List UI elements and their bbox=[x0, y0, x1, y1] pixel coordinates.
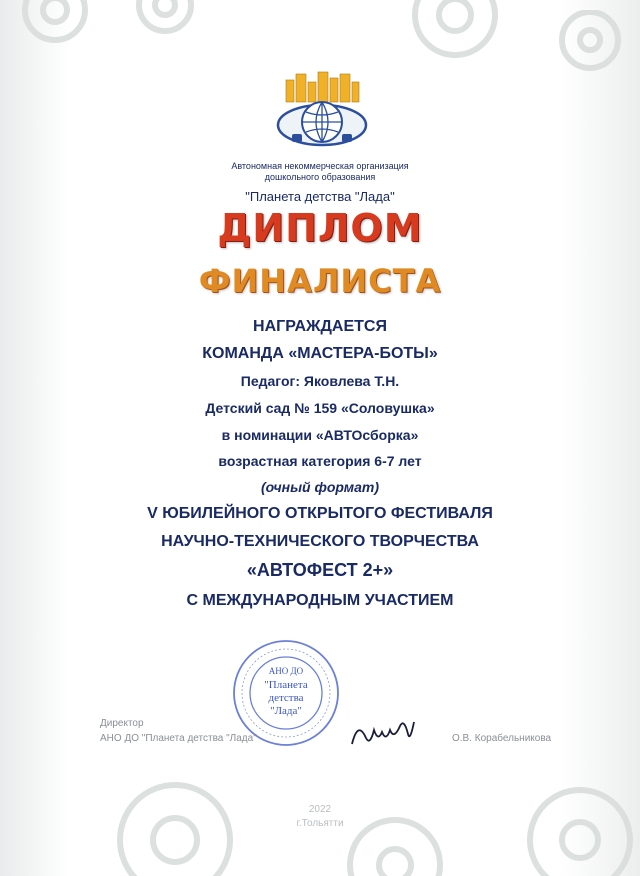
director-name: О.В. Корабельникова bbox=[452, 733, 552, 744]
format-line: (очный формат) bbox=[260, 479, 380, 495]
nomination-line: в номинации «АВТОсборка» bbox=[221, 427, 419, 443]
handwritten-signature bbox=[348, 712, 418, 752]
team-name: КОМАНДА «МАСТЕРА-БОТЫ» bbox=[202, 345, 438, 362]
stamp-text-4: "Лада" bbox=[270, 705, 302, 717]
stamp-text-1: АНО ДО bbox=[268, 666, 304, 676]
org-type-line2: дошкольного образования bbox=[264, 172, 376, 182]
festival-line3: С МЕЖДУНАРОДНЫМ УЧАСТИЕМ bbox=[186, 592, 454, 609]
festival-line1: V ЮБИЛЕЙНОГО ОТКРЫТОГО ФЕСТИВАЛЯ bbox=[147, 505, 493, 522]
gear-icon bbox=[320, 790, 470, 876]
organization-stamp bbox=[226, 638, 346, 748]
teacher-line: Педагог: Яковлева Т.Н. bbox=[240, 373, 400, 389]
year: 2022 bbox=[308, 804, 332, 815]
kindergarten-line: Детский сад № 159 «Соловушка» bbox=[205, 400, 435, 416]
festival-line2: НАУЧНО-ТЕХНИЧЕСКОГО ТВОРЧЕСТВА bbox=[161, 533, 479, 550]
stamp-text-3: детства bbox=[268, 692, 304, 704]
gear-icon bbox=[120, 0, 210, 60]
organization-logo bbox=[272, 70, 372, 160]
awarded-line: НАГРАЖДАЕТСЯ bbox=[253, 318, 387, 335]
festival-name: «АВТОФЕСТ 2+» bbox=[246, 560, 394, 580]
diploma-title: ДИПЛОМ bbox=[217, 206, 423, 250]
org-type-line1: Автономная некоммерческая организация bbox=[231, 161, 409, 171]
signature-org: АНО ДО "Планета детства "Лада" bbox=[100, 733, 257, 744]
age-category-line: возрастная категория 6-7 лет bbox=[218, 453, 422, 469]
city: г.Тольятти bbox=[296, 818, 344, 829]
stamp-text-2: "Планета bbox=[264, 679, 308, 691]
gear-icon bbox=[540, 10, 630, 90]
signature-role: Директор bbox=[100, 718, 144, 729]
gear-icon bbox=[380, 0, 530, 70]
gear-icon bbox=[10, 0, 100, 60]
org-name: "Планета детства "Лада" bbox=[245, 189, 395, 204]
diploma-subtitle: ФИНАЛИСТА bbox=[198, 262, 442, 300]
